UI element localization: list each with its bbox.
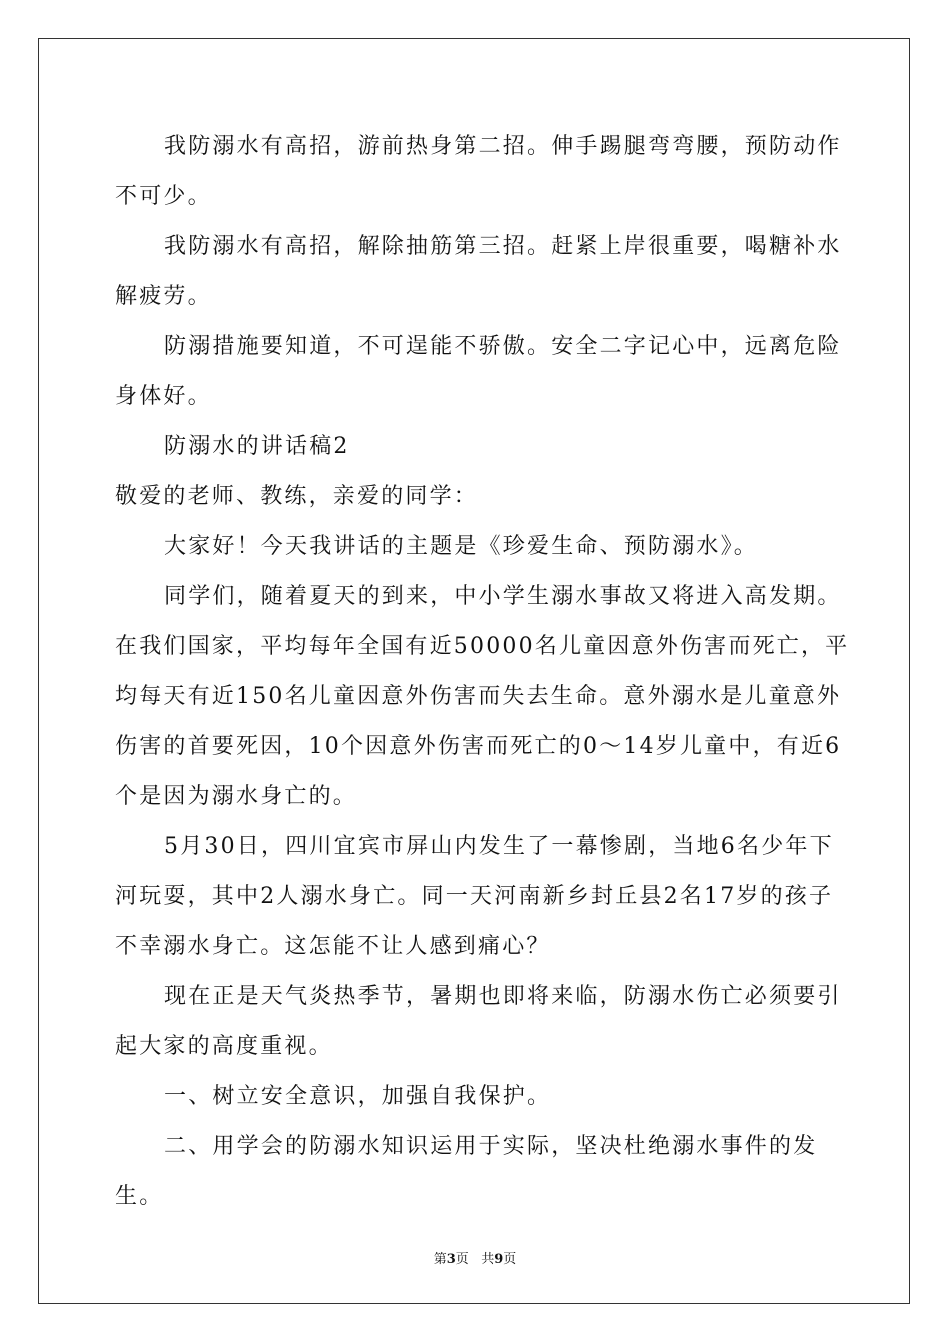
section-heading: 防溺水的讲话稿2 [164,434,350,459]
page-number: 3 [446,1252,456,1267]
total-pages: 9 [494,1252,504,1267]
page-footer [0,1248,950,1267]
paragraph: 大家好！今天我讲话的主题是《珍爱生命、预防溺水》。 [164,534,759,559]
paragraph: 现在正是天气炎热季节，暑期也即将来临，防溺水伤亡必须要引起大家的高度重视。 [115,984,842,1059]
total-suffix: 页 [503,1252,517,1267]
paragraph: 防溺措施要知道，不可逞能不骄傲。安全二字记心中，远离危险身体好。 [115,334,842,409]
page-prefix: 第 [433,1252,447,1267]
list-item: 一、树立安全意识，加强自我保护。 [164,1084,552,1109]
page-suffix: 页 [455,1252,469,1267]
paragraph: 5月30日，四川宜宾市屏山内发生了一幕惨剧，当地6名少年下河玩耍，其中2人溺水身亡。同一天河南新乡封丘县2名17岁的孩子不幸溺水身亡。这怎能不让人感到痛心？ [115,834,834,959]
list-item: 二、用学会的防溺水知识运用于实际，坚决杜绝溺水事件的发生。 [115,1134,818,1209]
document-body [115,122,855,1222]
paragraph: 同学们，随着夏天的到来，中小学生溺水事故又将进入高发期。在我们国家，平均每年全国有近50000名儿童因意外伤害而死亡，平均每天有近150名儿童因意外伤害而失去生命。意外溺水是儿童意外伤害的首要死因，10个因意外伤害而死亡的0～14岁儿童中，有近6个是因为溺水身亡的。 [115,584,850,809]
total-prefix: 共 [481,1252,495,1267]
paragraph: 我防溺水有高招，解除抽筋第三招。赶紧上岸很重要，喝糖补水解疲劳。 [115,234,842,309]
salutation: 敬爱的老师、教练，亲爱的同学： [115,484,479,509]
paragraph: 我防溺水有高招，游前热身第二招。伸手踢腿弯弯腰，预防动作不可少。 [115,134,842,209]
